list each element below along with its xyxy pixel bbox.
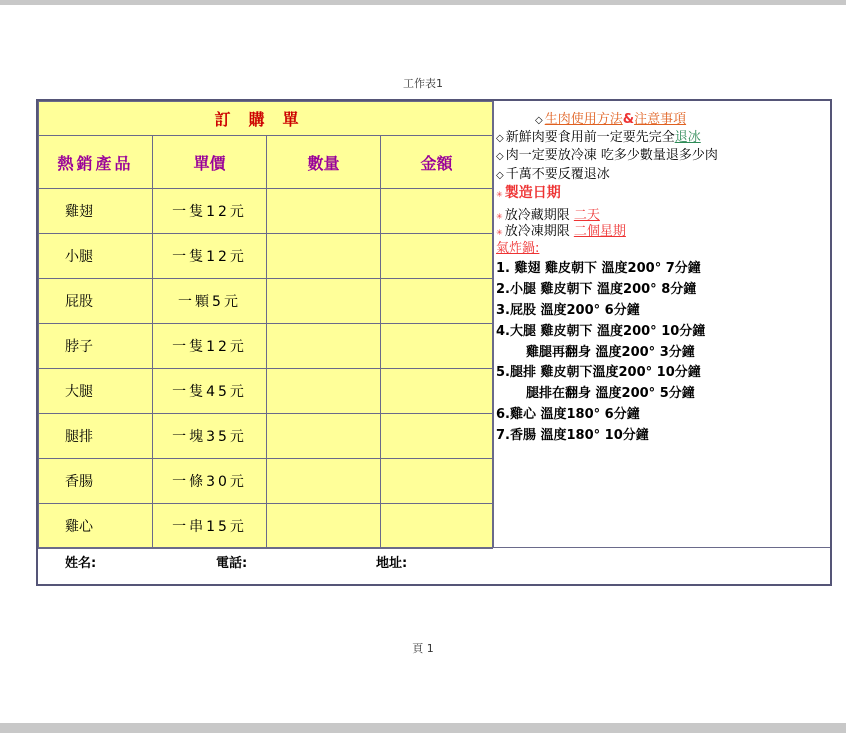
table-row bbox=[39, 369, 493, 414]
header-price: 單價 bbox=[153, 136, 267, 189]
product-name: 屁股 bbox=[39, 279, 153, 324]
star-icon: ✳ bbox=[496, 228, 503, 237]
amount-cell[interactable] bbox=[381, 459, 493, 504]
step-chicken-wing: 1. 雞翅 雞皮朝下 溫度200° 7分鐘 bbox=[496, 261, 701, 276]
step-cutlet-flip: 腿排在翻身 溫度200° 5分鐘 bbox=[526, 386, 695, 401]
product-name: 雞翅 bbox=[39, 189, 153, 234]
diamond-icon: ◇ bbox=[496, 170, 504, 181]
order-form-title: 訂購單 bbox=[39, 102, 493, 136]
tip-thaw-first: ◇ 新鮮肉要食用前一定要先完全退冰 bbox=[496, 130, 701, 145]
amount-cell[interactable] bbox=[381, 324, 493, 369]
amount-cell[interactable] bbox=[381, 369, 493, 414]
quantity-cell[interactable] bbox=[267, 279, 381, 324]
product-price: 一隻12元 bbox=[153, 324, 267, 369]
quantity-cell[interactable] bbox=[267, 414, 381, 459]
table-row bbox=[39, 459, 493, 504]
bottom-edge-bar bbox=[0, 723, 846, 733]
amount-cell[interactable] bbox=[381, 504, 493, 549]
quantity-cell[interactable] bbox=[267, 504, 381, 549]
product-price: 一顆5元 bbox=[153, 279, 267, 324]
table-row bbox=[39, 414, 493, 459]
header-product: 熱銷產品 bbox=[39, 136, 153, 189]
table-row bbox=[39, 234, 493, 279]
phone-label: 電話: bbox=[216, 556, 248, 571]
customer-info-row bbox=[38, 547, 830, 584]
header-amount: 金額 bbox=[381, 136, 493, 189]
tip-no-refreeze: ◇ 千萬不要反覆退冰 bbox=[496, 167, 610, 182]
header-quantity: 數量 bbox=[267, 136, 381, 189]
product-price: 一隻12元 bbox=[153, 189, 267, 234]
freezer-limit: ✳ 放冷凍期限 二個星期 bbox=[496, 224, 626, 239]
step-drumstick: 2.小腿 雞皮朝下 溫度200° 8分鐘 bbox=[496, 282, 697, 297]
product-name: 小腿 bbox=[39, 234, 153, 279]
table-row bbox=[39, 324, 493, 369]
name-label: 姓名: bbox=[65, 556, 97, 571]
usage-notes-panel bbox=[493, 101, 831, 547]
amount-cell[interactable] bbox=[381, 414, 493, 459]
step-heart: 6.雞心 溫度180° 6分鐘 bbox=[496, 407, 640, 422]
table-row bbox=[39, 279, 493, 324]
amount-cell[interactable] bbox=[381, 279, 493, 324]
manufacture-date-label: ✳ 製造日期 bbox=[496, 185, 561, 201]
address-label: 地址: bbox=[376, 556, 408, 571]
step-thigh: 4.大腿 雞皮朝下 溫度200° 10分鐘 bbox=[496, 324, 706, 339]
quantity-cell[interactable] bbox=[267, 459, 381, 504]
air-fryer-heading: 氣炸鍋: bbox=[496, 241, 540, 256]
table-row bbox=[39, 189, 493, 234]
step-sausage: 7.香腸 溫度180° 10分鐘 bbox=[496, 428, 649, 443]
star-icon: ✳ bbox=[496, 190, 503, 199]
step-cutlet: 5.腿排 雞皮朝下溫度200° 10分鐘 bbox=[496, 365, 701, 380]
order-form-frame bbox=[36, 99, 832, 586]
product-name: 大腿 bbox=[39, 369, 153, 414]
product-price: 一隻12元 bbox=[153, 234, 267, 279]
tip-freeze: ◇ 肉一定要放冷凍 吃多少數量退多少肉 bbox=[496, 148, 718, 163]
amount-cell[interactable] bbox=[381, 189, 493, 234]
product-name: 腿排 bbox=[39, 414, 153, 459]
top-edge-bar bbox=[0, 0, 846, 5]
table-row bbox=[39, 504, 493, 549]
product-name: 香腸 bbox=[39, 459, 153, 504]
product-price: 一隻45元 bbox=[153, 369, 267, 414]
diamond-icon: ◇ bbox=[535, 115, 543, 126]
step-tail: 3.屁股 溫度200° 6分鐘 bbox=[496, 303, 640, 318]
diamond-icon: ◇ bbox=[496, 151, 504, 162]
product-name: 雞心 bbox=[39, 504, 153, 549]
quantity-cell[interactable] bbox=[267, 189, 381, 234]
diamond-icon: ◇ bbox=[496, 133, 504, 144]
quantity-cell[interactable] bbox=[267, 324, 381, 369]
product-name: 脖子 bbox=[39, 324, 153, 369]
star-icon: ✳ bbox=[496, 212, 503, 221]
notes-heading: ◇ 生肉使用方法&注意事項 bbox=[535, 112, 687, 127]
quantity-cell[interactable] bbox=[267, 234, 381, 279]
step-thigh-flip: 雞腿再翻身 溫度200° 3分鐘 bbox=[526, 345, 695, 360]
product-price: 一塊35元 bbox=[153, 414, 267, 459]
amount-cell[interactable] bbox=[381, 234, 493, 279]
sheet-title: 工作表1 bbox=[403, 77, 443, 90]
fridge-limit: ✳ 放冷藏期限 二天 bbox=[496, 208, 600, 223]
product-price: 一串15元 bbox=[153, 504, 267, 549]
page-number: 頁 1 bbox=[412, 642, 434, 655]
product-price: 一條30元 bbox=[153, 459, 267, 504]
order-table bbox=[38, 101, 493, 549]
quantity-cell[interactable] bbox=[267, 369, 381, 414]
